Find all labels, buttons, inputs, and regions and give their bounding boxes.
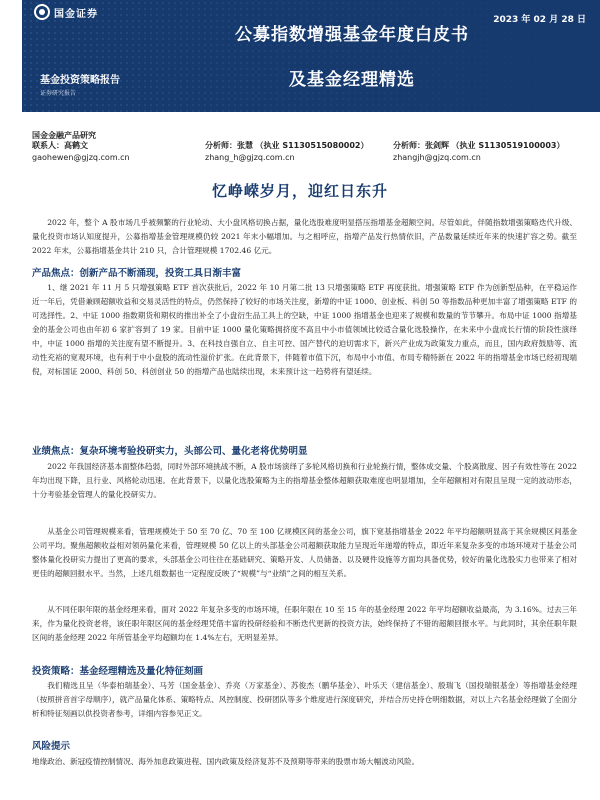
logo-text: 国金证券 (54, 8, 98, 20)
analyst-1-email[interactable]: zhang_h@gjzq.com.cn (205, 153, 295, 162)
analyst-2 (393, 141, 564, 151)
company-logo (34, 4, 98, 20)
contact (32, 141, 88, 151)
section-heading-performance: 业绩焦点：复杂环境考验投研实力，头部公司、量化老将优势明显 (32, 446, 308, 457)
strategy-text: 我们精选且呈（华泰柏瑞基金）、马芳（国金基金）、乔亮（万家基金）、苏俊杰（鹏华基金）、叶乐天（建信基金）、殷瑞飞（国投瑞银基金）等指增基金经理（按照拼音首字母顺序），就产品量化体系、策略特点、风控制度、投研团队等多个维度进行深度研究，并结合历史持仓明细数据，对以上六名基金经理做了全面分析和特征刻画以供投资者参考，详细内容参见正文。 (32, 681, 577, 718)
analyst-1-label: 分析师： (205, 141, 237, 150)
research-org: 国金金融产品研究 (32, 131, 96, 140)
strategy-paragraph (32, 679, 577, 721)
contact-name: 高鹤文 (64, 141, 88, 150)
performance-text-3: 从不同任职年限的基金经理来看，面对 2022 年复杂多变的市场环境，任职年限在 10 至 15 年的基金经理 2022 年平均超额收益最高，为 3.16%。过去三年来，作为量化投资老将，该任职年限区间的基金经理凭借丰富的投研经验和不断迭代更新的投资方法，始终保持了不错的超额回报水平。与此同时，其余任职年限区间的基金经理 2022 年所管基金平均超额均在 1.4%左右，无明显差异。 (32, 605, 577, 642)
analyst-2-email[interactable]: zhangjh@gjzq.com.cn (393, 153, 481, 162)
intro-paragraph (32, 216, 577, 258)
intro-text: 2022 年，整个 A 股市场几乎被频繁的行业轮动、大小盘风格切换占据，量化选股难度明显搭压指增基金超额空间。尽管如此，伴随指数增强策略迭代升级、量化投资市场认知度提升，公募指增基金管理规模仍较 2021 年末小幅增加。与之相呼应，指增产品发行热情依旧，产品数量延续近年来的快速扩容之势。截至 2022 年末，公募指增基金共计 210 只，合计管理规模 1702.46 亿元。 (32, 218, 577, 255)
performance-text-1: 2022 年我国经济基本面整体趋弱，同时外部环境挑战不断，A 股市场演绎了多轮风格切换和行业轮换行情，整体成交量、个股离散度、因子有效性等在 2022 年均出现下降，且行业、风格轮动迅速。在此背景下，以量化选股策略为主的指增基金整体超额获取难度也明显增加，全年超额相对有限且呈现一定的波动形态，十分考验基金管理人的量化投研实力。 (32, 462, 577, 499)
section-heading-product: 产品焦点：创新产品不断涌现，投资工具日渐丰富 (32, 268, 242, 279)
performance-paragraph-3 (32, 603, 577, 645)
risk-paragraph (32, 755, 577, 769)
contact-label: 联系人： (32, 141, 64, 150)
analyst-2-license: （执业 S1130519100003） (451, 141, 565, 150)
report-type: 基金投资策略报告 (40, 75, 120, 86)
performance-paragraph-1 (32, 460, 577, 502)
author-block (32, 131, 577, 163)
report-banner (22, 0, 600, 112)
logo-icon (34, 4, 50, 20)
main-heading: 忆峥嵘岁月，迎红日东升 (211, 182, 388, 200)
risk-text: 地缘政治、新冠疫情控制情况、海外加息政策进程、国内政策及经济复苏不及预期等带来的股票市场大幅波动风险。 (32, 757, 420, 766)
report-subtitle: 及基金经理精选 (289, 70, 415, 90)
analyst-1-license: （执业 S1130515080002） (255, 141, 369, 150)
analyst-1-name: 张慧 (237, 141, 253, 150)
section-heading-strategy: 投资策略：基金经理精选及量化特征刻画 (32, 666, 204, 677)
analyst-2-name: 张剑辉 (425, 141, 449, 150)
report-title: 公募指数增强基金年度白皮书 (235, 25, 469, 45)
analyst-1 (205, 141, 368, 151)
product-text: 1、继 2021 年 11 月 5 只增强策略 ETF 首次获批后，2022 年 10 月第二批 13 只增强策略 ETF 再度获批。增强策略 ETF 作为创新型品种，在平稳运作近一年后，凭借兼顾超额收益和交易灵活性的特点，仍然保持了较好的市场关注度，新增的中证 1000、创业板、科创 50 等指数品种更加丰富了增强策略 ETF 的可选择性。2、中证 1000 指数期货和期权的推出补全了小盘衍生品工具上的空缺，中证 1000 指增基金也迎来了规模和数量的节节攀升。布局中证 1000 指增基金的基金公司也由年初 6 家扩容到了 19 家。目前中证 1000 量化策略拥挤度不高且中小市值领域比较适合量化选股操作，在未来中小盘成长行情的阶段性演绎中，中证 1000 指增的关注度有望不断提升。3、在科技自强自立、自主可控、国产替代的迫切需求下，新兴产业成为政策发力重点，而且，国内政府鼓励等、流动性充裕的宽观环境，也有利于中小盘股的流动性溢价扩张。在此背景下，伴随着市值下沉，布局中小市值、布局专精特新在 2022 年的指增基金市场已经初现端倪，对标国证 2000、科创 50、科创创业 50 的指增产品也陆续出现，未来预计这一趋势将有望延续。 (32, 283, 577, 376)
product-paragraph (32, 281, 577, 379)
report-date: 2023 年 02 月 28 日 (493, 15, 586, 25)
analyst-2-label: 分析师： (393, 141, 425, 150)
performance-paragraph-2 (32, 525, 577, 581)
performance-text-2: 从基金公司管理规模来看，管理规模处于 50 至 70 亿、70 至 100 亿规模区间的基金公司，旗下宽基指增基金 2022 年平均超额明显高于其余规模区间基金公司平均。聚焦超额收益相对领码量化来看，管理规模 50 亿以上的头部基金公司超额获取能力呈现近年递增的特点，即近年来复杂多变的市场环境对于基金公司整体量化投研实力提出了更高的要求，头部基金公司往往在基础研究、策略开发、人员储备、以及硬件设施等方面均具备优势，较好的量化选股实力也带来了相对更佳的超额回报水平。当然，上述几组数据也一定程度反映了“规模”与“业绩”之间的相互关系。 (32, 527, 577, 578)
section-heading-risk: 风险提示 (32, 741, 71, 752)
contact-email[interactable]: gaohewen@gjzq.com.cn (32, 153, 130, 162)
report-category: 证券研究报告 (40, 90, 77, 97)
